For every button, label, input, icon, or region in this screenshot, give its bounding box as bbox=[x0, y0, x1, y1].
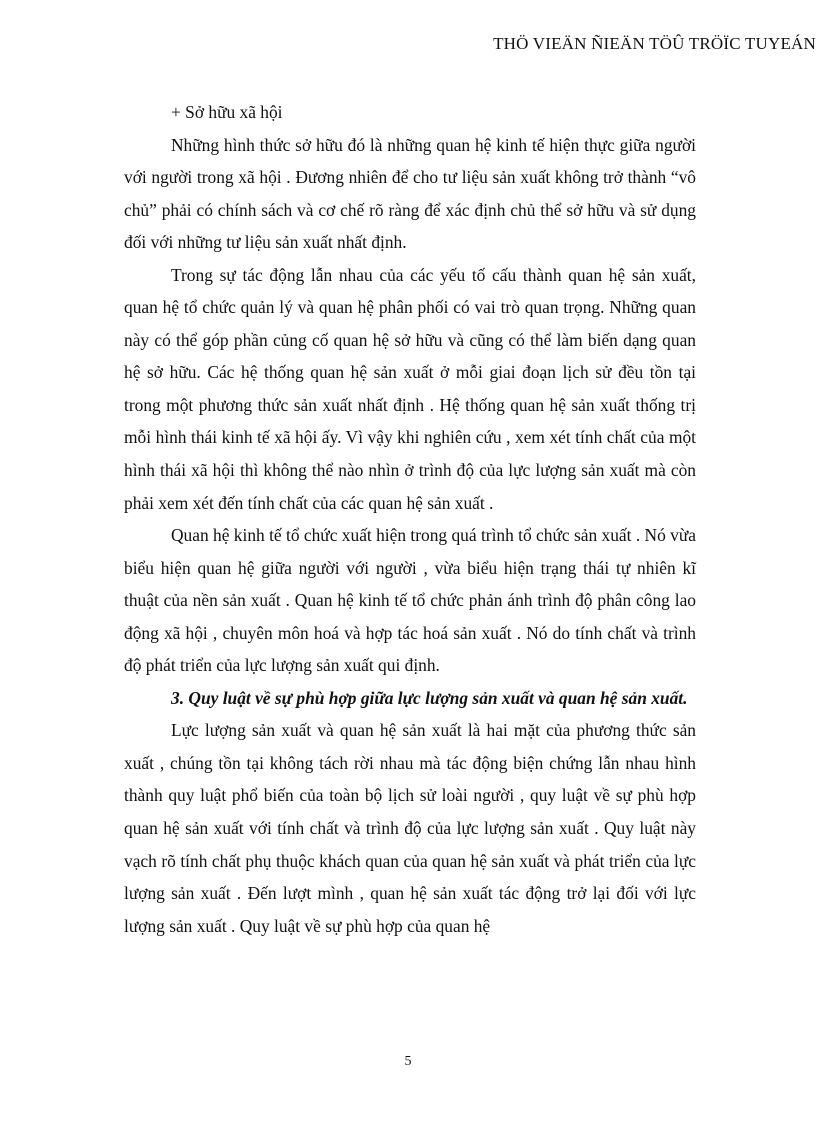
page-header: THÖ VIEÄN ÑIEÄN TÖÛ TRÖÏC TUYEÁN bbox=[493, 34, 816, 53]
paragraph-law-of-conformity: Lực lượng sản xuất và quan hệ sản xuất là hai mặt của phương thức sản xuất , chúng tồn tại không tách rời nhau mà tác động biện chứng lẫn nhau hình thành quy luật phổ biến của toàn bộ lịch sử loài người , quy luật về sự phù hợp quan hệ sản xuất với tính chất và trình độ của lực lượng sản xuất . Quy luật này vạch rõ tính chất phụ thuộc khách quan của quan hệ sản xuất và phát triển của lực lượng sản xuất . Đến lượt mình , quan hệ sản xuất tác động trở lại đối với lực lượng sản xuất . Quy luật về sự phù hợp của quan hệ bbox=[124, 720, 696, 936]
paragraph-production-relations: Trong sự tác động lẫn nhau của các yếu tố cấu thành quan hệ sản xuất, quan hệ tổ chức quản lý và quan hệ phân phối có vai trò quan trọng. Những quan này có thể góp phần củng cố quan hệ sở hữu và cũng có thể làm biến dạng quan hệ sở hữu. Các hệ thống quan hệ sản xuất ở mỗi giai đoạn lịch sử đều tồn tại trong một phương thức sản xuất nhất định . Hệ thống quan hệ sản xuất thống trị mỗi hình thái kinh tế xã hội ấy. Vì vậy khi nghiên cứu , xem xét tính chất của một hình thái xã hội thì không thể nào nhìn ở trình độ của lực lượng sản xuất mà còn phải xem xét đến tính chất của các quan hệ sản xuất . bbox=[124, 264, 696, 513]
document-body bbox=[124, 96, 696, 942]
paragraph-economic-organization: Quan hệ kinh tế tổ chức xuất hiện trong quá trình tổ chức sản xuất . Nó vừa biểu hiện quan hệ giữa người với người , vừa biểu hiện trạng thái tự nhiên kĩ thuật của nền sản xuất . Quan hệ kinh tế tổ chức phản ánh trình độ phân công lao động xã hội , chuyên môn hoá và hợp tác hoá sản xuất . Nó do tính chất và trình độ phát triển của lực lượng sản xuất qui định. bbox=[124, 525, 696, 676]
page-number: 5 bbox=[404, 1054, 412, 1069]
section-heading: 3. Quy luật về sự phù hợp giữa lực lượng sản xuất và quan hệ sản xuất. bbox=[171, 687, 688, 708]
list-item-social-ownership: + Sở hữu xã hội bbox=[171, 102, 283, 122]
paragraph-ownership-forms: Những hình thức sở hữu đó là những quan hệ kinh tế hiện thực giữa người với người trong xã hội . Đương nhiên để cho tư liệu sản xuất không trở thành “vô chủ” phải có chính sách và cơ chế rõ ràng để xác định chủ thể sở hữu và sử dụng đối với những tư liệu sản xuất nhất định. bbox=[124, 134, 696, 253]
